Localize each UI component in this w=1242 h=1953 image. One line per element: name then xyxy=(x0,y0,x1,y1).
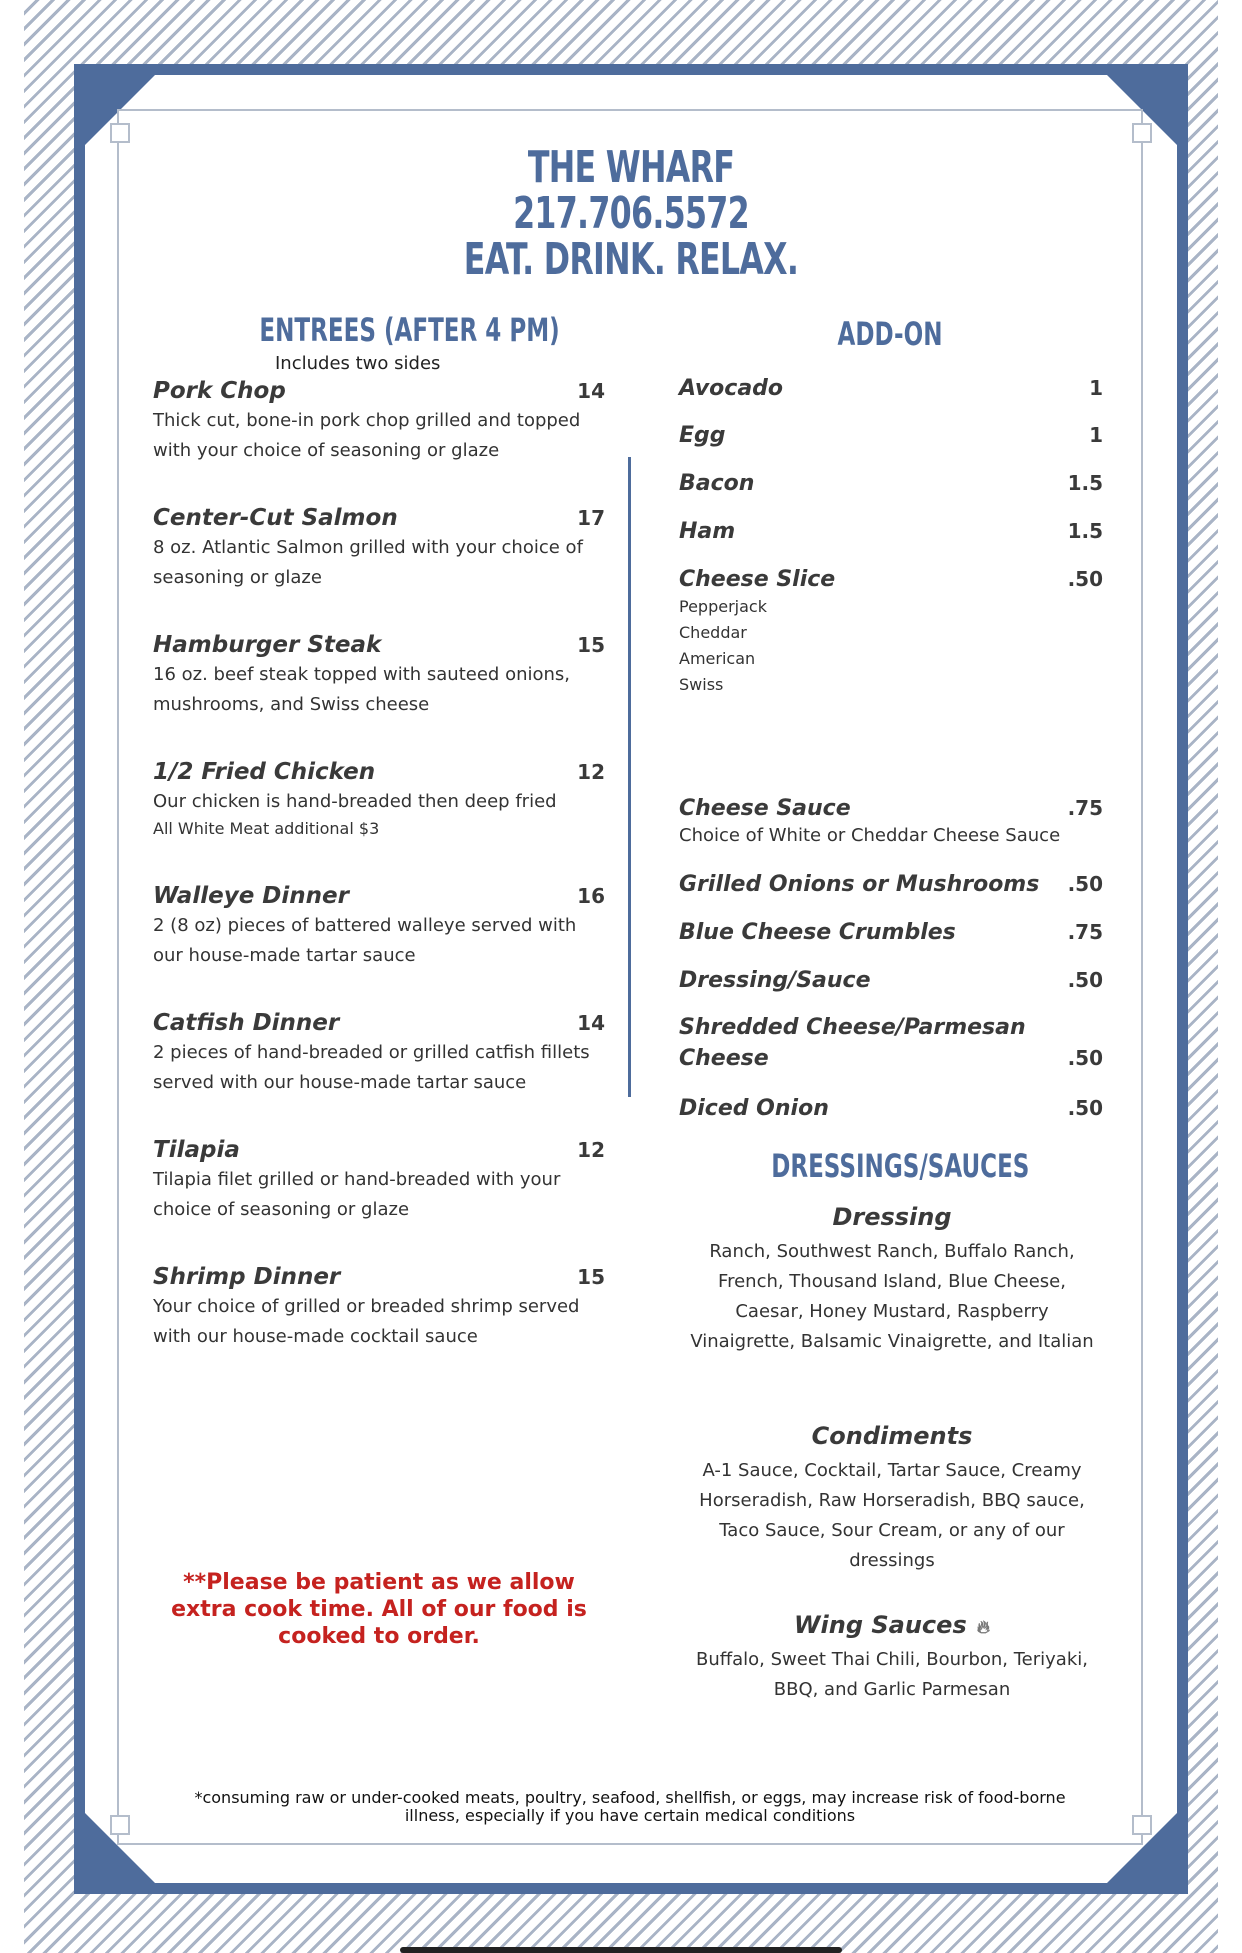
menu-item xyxy=(153,883,605,971)
item-description: 16 oz. beef steak topped with sauteed onions, mushrooms, and Swiss cheese xyxy=(153,664,571,715)
item-name: Pork Chop xyxy=(153,378,286,404)
addon-price: .50 xyxy=(1067,968,1103,992)
dressing-list: Ranch, Southwest Ranch, Buffalo Ranch, French, Thousand Island, Blue Cheese, Caesar, Honey Mustard, Raspberry Vinaigrette, Balsamic Vinaigrette, and Italian xyxy=(690,1241,1094,1352)
frame-notch xyxy=(110,1815,130,1835)
addon-item xyxy=(679,471,1103,496)
item-price: 16 xyxy=(577,884,605,908)
item-name: Catfish Dinner xyxy=(153,1010,340,1036)
cheese-option: Cheddar xyxy=(679,623,747,642)
condiments-title: Condiments xyxy=(811,1422,973,1450)
item-description: Your choice of grilled or breaded shrimp served with our house-made cocktail sauce xyxy=(153,1296,580,1347)
addon-name: Shredded Cheese/Parmesan xyxy=(679,1015,1026,1040)
flame-icon: 🔥︎ xyxy=(976,1617,990,1638)
addon-name: Avocado xyxy=(679,376,784,401)
item-description: 2 (8 oz) pieces of battered walleye served with our house-made tartar sauce xyxy=(153,915,577,966)
item-price: 14 xyxy=(577,379,605,403)
health-disclaimer: *consuming raw or under-cooked meats, poultry, seafood, shellfish, or eggs, may increase risk of food-borne illness, especially if you have certain medical conditions xyxy=(194,1788,1066,1825)
item-description: 8 oz. Atlantic Salmon grilled with your choice of seasoning or glaze xyxy=(153,537,583,588)
entrees-note: Includes two sides xyxy=(275,353,441,374)
column-divider xyxy=(628,457,631,1097)
item-description: Tilapia filet grilled or hand-breaded with your choice of seasoning or glaze xyxy=(153,1169,561,1220)
addon-name: Grilled Onions or Mushrooms xyxy=(679,872,1040,897)
item-price: 12 xyxy=(577,1138,605,1162)
item-name: Tilapia xyxy=(153,1137,240,1163)
item-price: 15 xyxy=(577,1265,605,1289)
addon-description: Choice of White or Cheddar Cheese Sauce xyxy=(679,825,1061,846)
item-name: Walleye Dinner xyxy=(153,883,349,909)
cheese-option: Swiss xyxy=(679,675,724,694)
addon-price: 1.5 xyxy=(1067,519,1103,543)
restaurant-tagline: EAT. DRINK. RELAX. xyxy=(463,234,799,285)
menu-item xyxy=(153,632,605,720)
addon-item xyxy=(679,920,1103,945)
cook-time-notice: **Please be patient as we allow extra cook time. All of our food is cooked to order. xyxy=(171,1570,587,1649)
menu-sheet xyxy=(74,64,1188,1894)
addon-name: Dressing/Sauce xyxy=(679,968,871,993)
wing-sauces-title: Wing Sauces xyxy=(794,1611,967,1639)
wing-sauces-list: Buffalo, Sweet Thai Chili, Bourbon, Teriyaki, BBQ, and Garlic Parmesan xyxy=(695,1649,1088,1700)
addon-price: 1.5 xyxy=(1067,471,1103,495)
frame-notch xyxy=(110,123,130,143)
menu-item xyxy=(153,1010,605,1098)
item-description: Thick cut, bone-in pork chop grilled and topped with your choice of seasoning or glaze xyxy=(153,410,581,461)
cheese-options xyxy=(679,594,1103,698)
item-description: 2 pieces of hand-breaded or grilled catfish fillets served with our house-made tartar sauce xyxy=(153,1042,590,1093)
sauces-title: DRESSINGS/SAUCES xyxy=(771,1147,1030,1185)
addon-name: Blue Cheese Crumbles xyxy=(679,920,956,945)
item-extra-note: All White Meat additional $3 xyxy=(153,819,380,838)
condiments-section xyxy=(683,1422,1101,1576)
dressing-section xyxy=(683,1203,1101,1357)
menu-header xyxy=(85,142,1177,285)
addon-name: Cheese Sauce xyxy=(679,796,851,821)
addon-price: 1 xyxy=(1089,376,1103,400)
dressing-title: Dressing xyxy=(832,1203,952,1231)
addon-item xyxy=(679,567,1103,698)
addon-item xyxy=(679,1096,1103,1121)
restaurant-name: THE WHARF xyxy=(527,142,735,193)
frame-notch xyxy=(1132,123,1152,143)
wing-sauces-section xyxy=(683,1611,1101,1705)
addon-name: Diced Onion xyxy=(679,1096,829,1121)
condiments-list: A-1 Sauce, Cocktail, Tartar Sauce, Creamy Horseradish, Raw Horseradish, BBQ sauce, Taco Sauce, Sour Cream, or any of our dressings xyxy=(699,1460,1085,1571)
addon-name: Ham xyxy=(679,519,736,544)
item-name: Hamburger Steak xyxy=(153,632,382,658)
cheese-option: American xyxy=(679,649,756,668)
addon-item xyxy=(679,423,1103,448)
menu-item xyxy=(153,1137,605,1225)
item-price: 12 xyxy=(577,760,605,784)
addon-item xyxy=(679,872,1103,897)
addon-price: .75 xyxy=(1067,796,1103,820)
item-description: Our chicken is hand-breaded then deep fried xyxy=(153,791,557,812)
addon-name-continued: Cheese xyxy=(679,1046,769,1071)
addon-price: .50 xyxy=(1067,1096,1103,1120)
addon-price: .50 xyxy=(1067,1046,1103,1070)
addon-name: Egg xyxy=(679,423,726,448)
entrees-title: ENTREES (AFTER 4 PM) xyxy=(259,311,560,349)
addon-item xyxy=(679,796,1103,846)
frame-notch xyxy=(1132,1815,1152,1835)
addon-price: .50 xyxy=(1067,567,1103,591)
item-name: Center-Cut Salmon xyxy=(153,505,398,531)
addon-price: .50 xyxy=(1067,872,1103,896)
addon-name: Bacon xyxy=(679,471,755,496)
addon-item xyxy=(679,1015,1103,1071)
item-price: 17 xyxy=(577,506,605,530)
restaurant-phone: 217.706.5572 xyxy=(513,188,749,239)
addon-item xyxy=(679,376,1103,401)
addon-item xyxy=(679,968,1103,993)
addon-price: 1 xyxy=(1089,423,1103,447)
item-name: Shrimp Dinner xyxy=(153,1264,341,1290)
home-indicator xyxy=(400,1947,842,1953)
item-price: 15 xyxy=(577,633,605,657)
menu-item xyxy=(153,505,605,593)
menu-item xyxy=(153,759,605,841)
cheese-option: Pepperjack xyxy=(679,597,767,616)
menu-item xyxy=(153,378,605,466)
item-name: 1/2 Fried Chicken xyxy=(153,759,376,785)
addon-price: .75 xyxy=(1067,920,1103,944)
menu-item xyxy=(153,1264,605,1352)
addon-name: Cheese Slice xyxy=(679,567,836,592)
addon-item xyxy=(679,519,1103,544)
item-price: 14 xyxy=(577,1011,605,1035)
addon-title: ADD-ON xyxy=(837,315,943,353)
